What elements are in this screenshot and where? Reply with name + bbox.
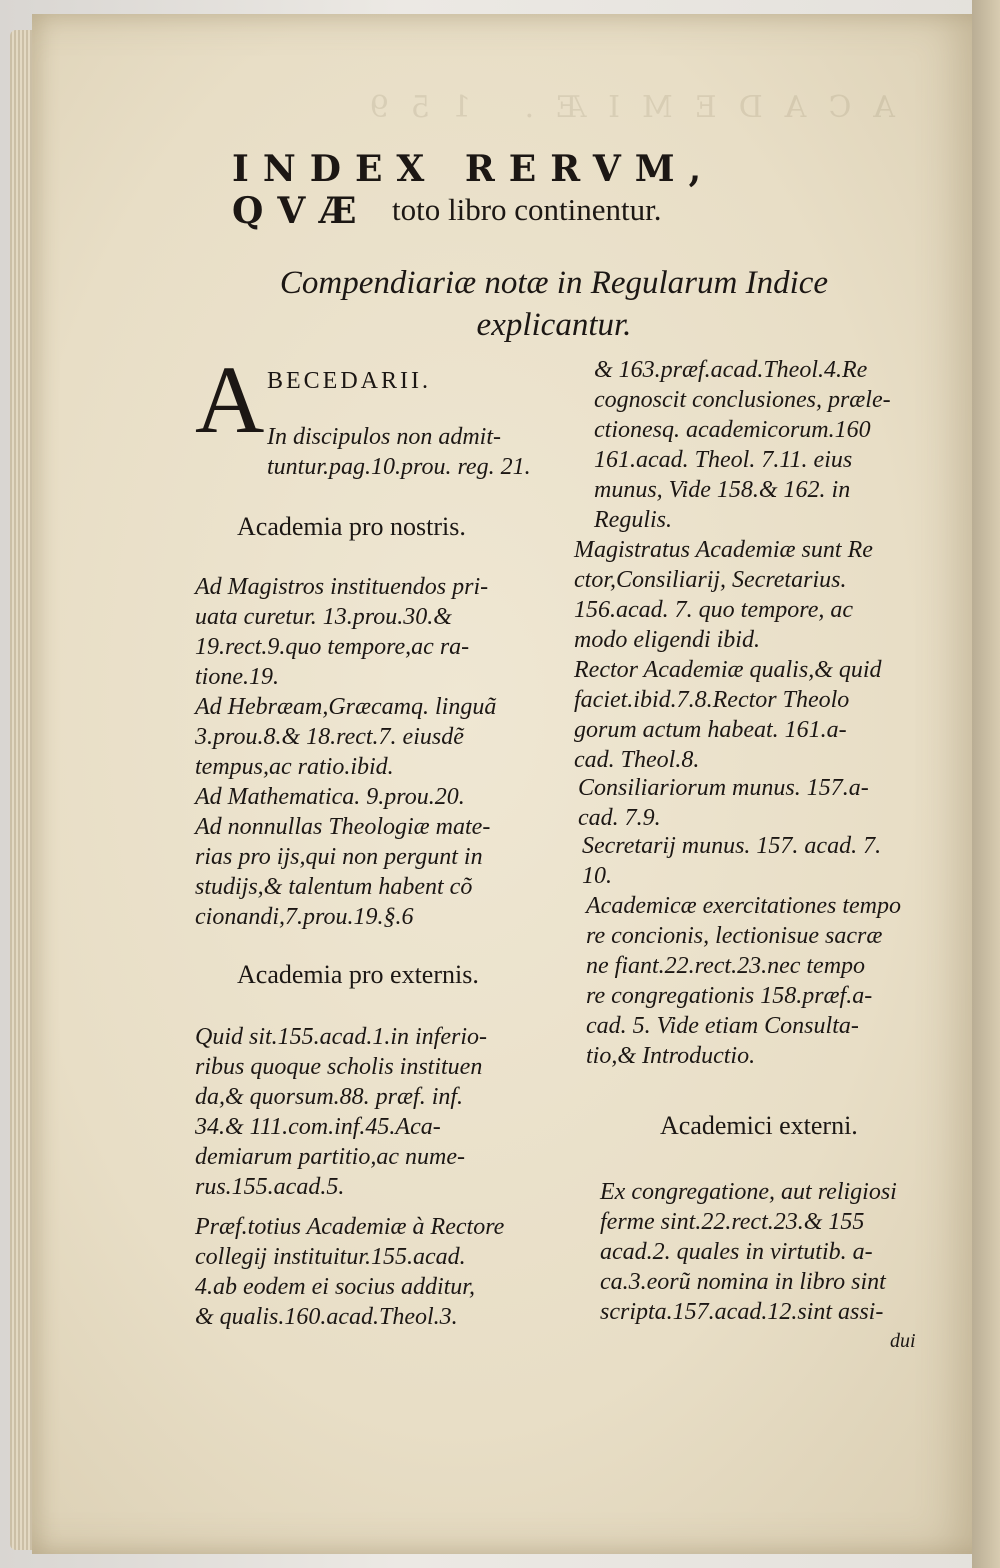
catchword: dui: [890, 1330, 916, 1352]
section-heading: Academia pro externis.: [237, 960, 479, 989]
index-entry: & 163.præf.acad.Theol.4.Re cognoscit conclusiones, præle- ctionesq. academicorum.160 161.acad. Theol. 7.11. eius munus, Vide 158.& 162. in Regulis.: [594, 357, 891, 533]
index-entry: Rector Academiæ qualis,& quid faciet.ibid.7.8.Rector Theolo gorum actum habeat. 161.a- cad. Theol.8.: [574, 657, 882, 773]
page-title: INDEX RERVM, QVÆ: [232, 148, 716, 232]
index-entry: Magistratus Academiæ sunt Re ctor,Consiliarij, Secretarius. 156.acad. 7. quo tempore, ac modo eligendi ibid.: [574, 537, 873, 653]
show-through-text: ACADEMIÆ. 159: [347, 90, 895, 125]
index-entry: Ad Mathematica. 9.prou.20.: [195, 784, 465, 810]
index-entry: Ex congregatione, aut religiosi ferme sint.22.rect.23.& 155 acad.2. quales in virtutib. a- ca.3.eorũ nomina in libro sint scripta.157.acad.12.sint assi-: [600, 1179, 897, 1325]
index-entry: Præf.totius Academiæ à Rectore collegij instituitur.155.acad. 4.ab eodem ei socius additur, & qualis.160.acad.Theol.3.: [195, 1214, 505, 1330]
index-entry: Consiliariorum munus. 157.a- cad. 7.9.: [578, 775, 869, 831]
facing-page-edge: [972, 0, 1000, 1568]
index-entry: Ad nonnullas Theologiæ mate- rias pro ijs,qui non pergunt in studijs,& talentum habent cõ cionandi,7.prou.19.§.6: [195, 814, 491, 930]
entry-heading: BECEDARII.: [267, 368, 431, 394]
index-entry: Ad Magistros instituendos pri- uata curetur. 13.prou.30.& 19.rect.9.quo tempore,ac ra- tione.19.: [195, 574, 489, 690]
index-entry: In discipulos non admit- tuntur.pag.10.prou. reg. 21.: [267, 424, 531, 480]
note-heading: Compendiariæ notæ in Regularum Indice explicantur.: [279, 265, 829, 343]
page-subtitle: toto libro continentur.: [392, 192, 662, 227]
section-heading: Academici externi.: [660, 1111, 858, 1140]
index-entry: Ad Hebræam,Græcamq. linguã 3.prou.8.& 18.rect.7. eiusdẽ tempus,ac ratio.ibid.: [195, 694, 497, 780]
drop-cap: A: [195, 346, 265, 453]
section-heading: Academia pro nostris.: [237, 512, 466, 541]
index-entry: Quid sit.155.acad.1.in inferio- ribus quoque scholis instituen da,& quorsum.88. præf. inf. 34.& 111.com.inf.45.Aca- demiarum partitio,ac nume- rus.155.acad.5.: [195, 1024, 487, 1200]
index-entry: Academicæ exercitationes tempo re concionis, lectionisue sacræ ne fiant.22.rect.23.nec tempo re congregationis 158.præf.a- cad. 5. Vide etiam Consulta- tio,& Introductio.: [586, 893, 901, 1069]
index-entry: Secretarij munus. 157. acad. 7. 10.: [582, 833, 882, 889]
